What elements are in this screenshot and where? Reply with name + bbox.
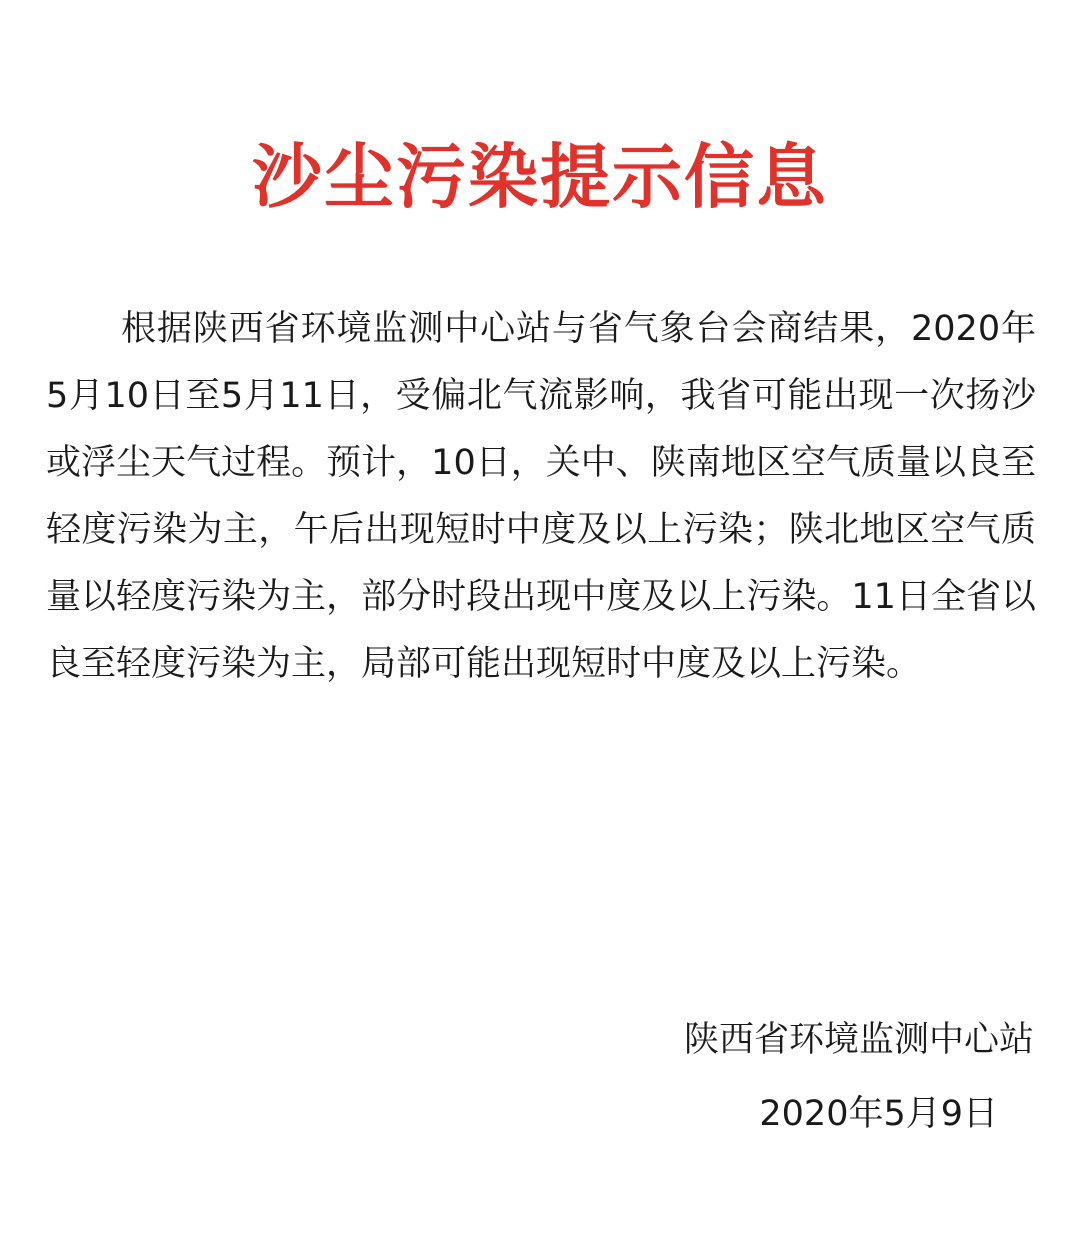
signature-organization: 陕西省环境监测中心站 — [683, 1020, 1034, 1060]
signature-date: 2020年5月9日 — [759, 1094, 998, 1134]
notice-title: 沙尘污染提示信息 — [252, 135, 828, 218]
notice-body: 根据陕西省环境监测中心站与省气象台会商结果，2020年5月10日至5月11日，受偏北气流影响，我省可能出现一次扬沙或浮尘天气过程。预计，10日，关中、陕南地区空气质量以良至轻度污染为主，午后出现短时中度及以上污染；陕北地区空气质量以轻度污染为主，部分时段出现中度及以上污染。11日全省以良至轻度污染为主，局部可能出现短时中度及以上污染。 — [46, 309, 1036, 684]
